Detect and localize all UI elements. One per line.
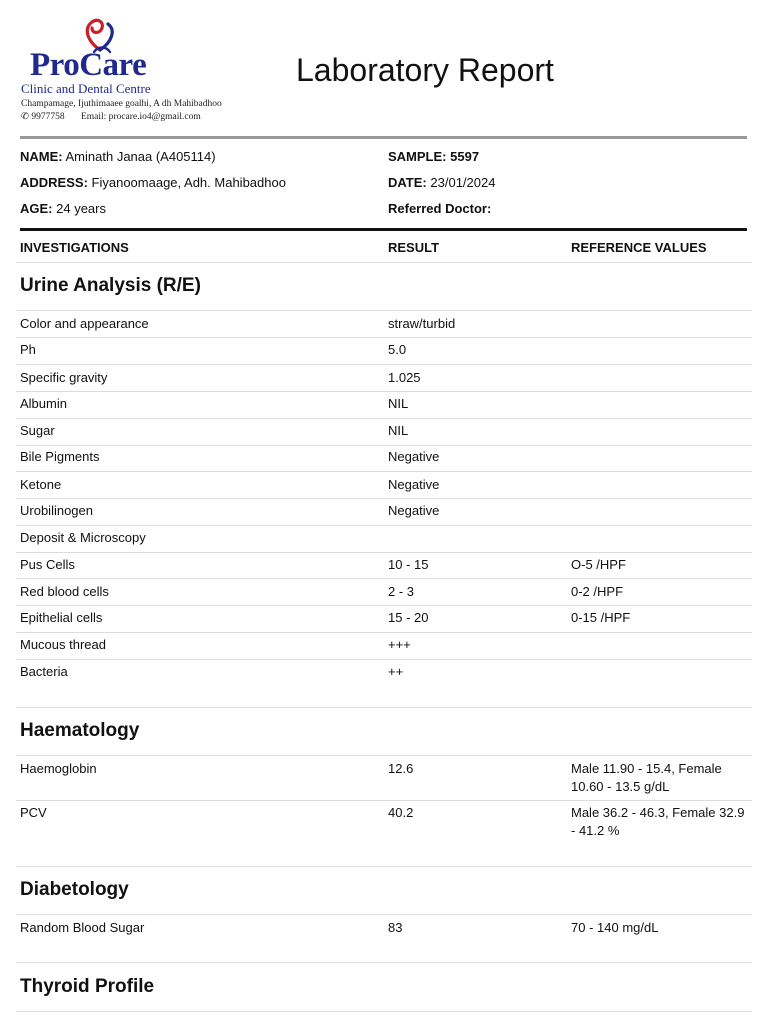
test-name: Color and appearance bbox=[20, 316, 149, 331]
test-result: +++ bbox=[388, 637, 411, 652]
section-title-haematology: Haematology bbox=[20, 720, 140, 741]
column-header-investigations: INVESTIGATIONS bbox=[20, 240, 129, 255]
test-name: Urobilinogen bbox=[20, 503, 93, 518]
clinic-email: Email: procare.io4@gmail.com bbox=[80, 112, 201, 122]
test-name: Specific gravity bbox=[20, 370, 108, 385]
test-reference: 70 - 140 mg/dL bbox=[571, 920, 659, 935]
test-name: Sugar bbox=[20, 423, 55, 438]
report-date: DATE: 23/01/2024 bbox=[388, 175, 496, 190]
test-name: Bile Pigments bbox=[20, 449, 100, 464]
header-divider bbox=[20, 136, 747, 139]
report-title: Laboratory Report bbox=[296, 52, 554, 88]
section-title-diabetology: Diabetology bbox=[20, 879, 129, 900]
column-header-result: RESULT bbox=[388, 240, 440, 255]
test-reference: Male 36.2 - 46.3, Female 32.9 - 41.2 % bbox=[571, 805, 745, 838]
row-divider bbox=[16, 337, 752, 338]
clinic-address: Champamage, Ijuthimaaee goalhi, A dh Mahibadhoo bbox=[21, 99, 222, 109]
test-reference: Male 11.90 - 15.4, Female 10.60 - 13.5 g/dL bbox=[571, 761, 722, 794]
test-result: Negative bbox=[388, 503, 440, 518]
test-name: Pus Cells bbox=[20, 557, 75, 572]
row-divider bbox=[16, 914, 752, 915]
row-divider bbox=[16, 605, 752, 606]
test-name: PCV bbox=[20, 805, 47, 820]
row-divider bbox=[16, 310, 752, 311]
test-name: Ph bbox=[20, 342, 36, 357]
test-result: 12.6 bbox=[388, 761, 414, 776]
clinic-contact bbox=[21, 111, 201, 123]
test-result: NIL bbox=[388, 396, 409, 411]
column-header-reference: REFERENCE VALUES bbox=[571, 240, 707, 255]
row-divider bbox=[16, 391, 752, 392]
row-divider bbox=[16, 445, 752, 446]
test-result: straw/turbid bbox=[388, 316, 456, 331]
section-title-thyroid: Thyroid Profile bbox=[20, 976, 155, 997]
row-divider bbox=[16, 632, 752, 633]
test-result: 40.2 bbox=[388, 805, 414, 820]
test-result: ++ bbox=[388, 664, 404, 679]
test-name: Deposit & Microscopy bbox=[20, 530, 146, 545]
test-name: Albumin bbox=[20, 396, 67, 411]
test-reference: 0-2 /HPF bbox=[571, 584, 624, 599]
row-divider bbox=[16, 800, 752, 801]
phone-icon: ✆ bbox=[21, 112, 29, 122]
test-result: Negative bbox=[388, 449, 440, 464]
row-divider bbox=[16, 471, 752, 472]
row-divider bbox=[16, 962, 752, 963]
row-divider bbox=[16, 755, 752, 756]
test-reference: 0-15 /HPF bbox=[571, 610, 631, 625]
clinic-name: ProCare bbox=[30, 47, 147, 83]
clinic-logo bbox=[18, 16, 258, 126]
sample-number: SAMPLE: 5597 bbox=[388, 149, 480, 164]
row-divider bbox=[16, 262, 752, 263]
section-title-urine: Urine Analysis (R/E) bbox=[20, 275, 201, 296]
row-divider bbox=[16, 1011, 752, 1012]
row-divider bbox=[16, 659, 752, 660]
test-name: Haemoglobin bbox=[20, 761, 97, 776]
test-name: Ketone bbox=[20, 477, 62, 492]
clinic-phone: 9977758 bbox=[31, 112, 65, 122]
test-name: Mucous thread bbox=[20, 637, 106, 652]
row-divider bbox=[16, 707, 752, 708]
test-name: Random Blood Sugar bbox=[20, 920, 145, 935]
test-result: 1.025 bbox=[388, 370, 421, 385]
test-result: 10 - 15 bbox=[388, 557, 429, 572]
test-result: NIL bbox=[388, 423, 409, 438]
row-divider bbox=[16, 525, 752, 526]
patient-name: NAME: Aminath Janaa (A405114) bbox=[20, 149, 216, 164]
test-result: 2 - 3 bbox=[388, 584, 415, 599]
row-divider bbox=[16, 552, 752, 553]
test-name: Bacteria bbox=[20, 664, 68, 679]
referred-doctor: Referred Doctor: bbox=[388, 201, 492, 216]
test-reference: O-5 /HPF bbox=[571, 557, 626, 572]
test-name: Red blood cells bbox=[20, 584, 109, 599]
patient-age: AGE: 24 years bbox=[20, 201, 106, 216]
test-result: 15 - 20 bbox=[388, 610, 429, 625]
test-result: 83 bbox=[388, 920, 403, 935]
table-header-divider bbox=[20, 228, 747, 231]
test-result: Negative bbox=[388, 477, 440, 492]
test-result: 5.0 bbox=[388, 342, 407, 357]
test-name: Epithelial cells bbox=[20, 610, 103, 625]
row-divider bbox=[16, 364, 752, 365]
row-divider bbox=[16, 498, 752, 499]
row-divider bbox=[16, 866, 752, 867]
row-divider bbox=[16, 418, 752, 419]
row-divider bbox=[16, 578, 752, 579]
clinic-subtitle: Clinic and Dental Centre bbox=[21, 81, 151, 96]
patient-address: ADDRESS: Fiyanoomaage, Adh. Mahibadhoo bbox=[20, 175, 286, 190]
